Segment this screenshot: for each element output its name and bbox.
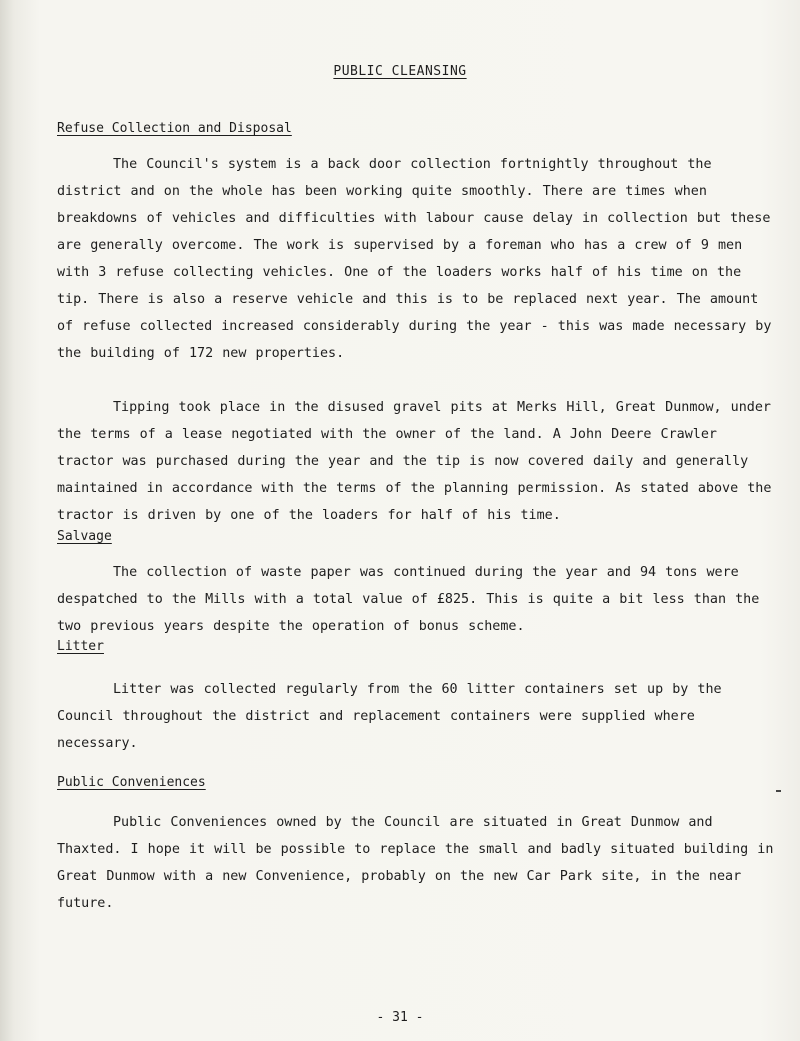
- section-heading-refuse: Refuse Collection and Disposal: [57, 121, 292, 136]
- paragraph-litter: Litter was collected regularly from the 60 litter containers set up by the Council throughout the district and replacement containers were supplied where necessary.: [57, 682, 722, 751]
- paragraph-refuse-collection: The Council's system is a back door collection fortnightly throughout the district and on the whole has been working quite smoothly. There are times when breakdowns of vehicles and difficulties with labour cause delay in collection but these are generally overcome. The work is supervised by a foreman who has a crew of 9 men with 3 refuse collecting vehicles. One of the loaders works half of his time on the tip. There is also a reserve vehicle and this is to be replaced next year. The amount of refuse collected increased considerably during the year - this was made necessary by the building of 172 new properties.: [57, 157, 772, 361]
- paragraph-tipping: Tipping took place in the disused gravel pits at Merks Hill, Great Dunmow, under the terms of a lease negotiated with the owner of the land. A John Deere Crawler tractor was purchased during the year and the tip is now covered daily and generally maintained in accordance with the terms of the planning permission. As stated above the tractor is driven by one of the loaders for half of his time.: [57, 400, 772, 523]
- section-heading-public-conveniences: Public Conveniences: [57, 775, 206, 790]
- paragraph-public-conveniences: Public Conveniences owned by the Council are situated in Great Dunmow and Thaxted. I hope it will be possible to replace the small and badly situated building in Great Dunmow with a new Convenience, probably on the new Car Park site, in the near future.: [57, 815, 774, 911]
- page-title: PUBLIC CLEANSING: [333, 64, 467, 79]
- page-number: - 31 -: [376, 1010, 424, 1025]
- section-heading-salvage: Salvage: [57, 529, 112, 544]
- paragraph-salvage: The collection of waste paper was continued during the year and 94 tons were despatched to the Mills with a total value of £825. This is quite a bit less than the two previous years despite the operation of bonus scheme.: [57, 565, 760, 634]
- margin-mark: [776, 790, 781, 792]
- section-heading-litter: Litter: [57, 639, 104, 654]
